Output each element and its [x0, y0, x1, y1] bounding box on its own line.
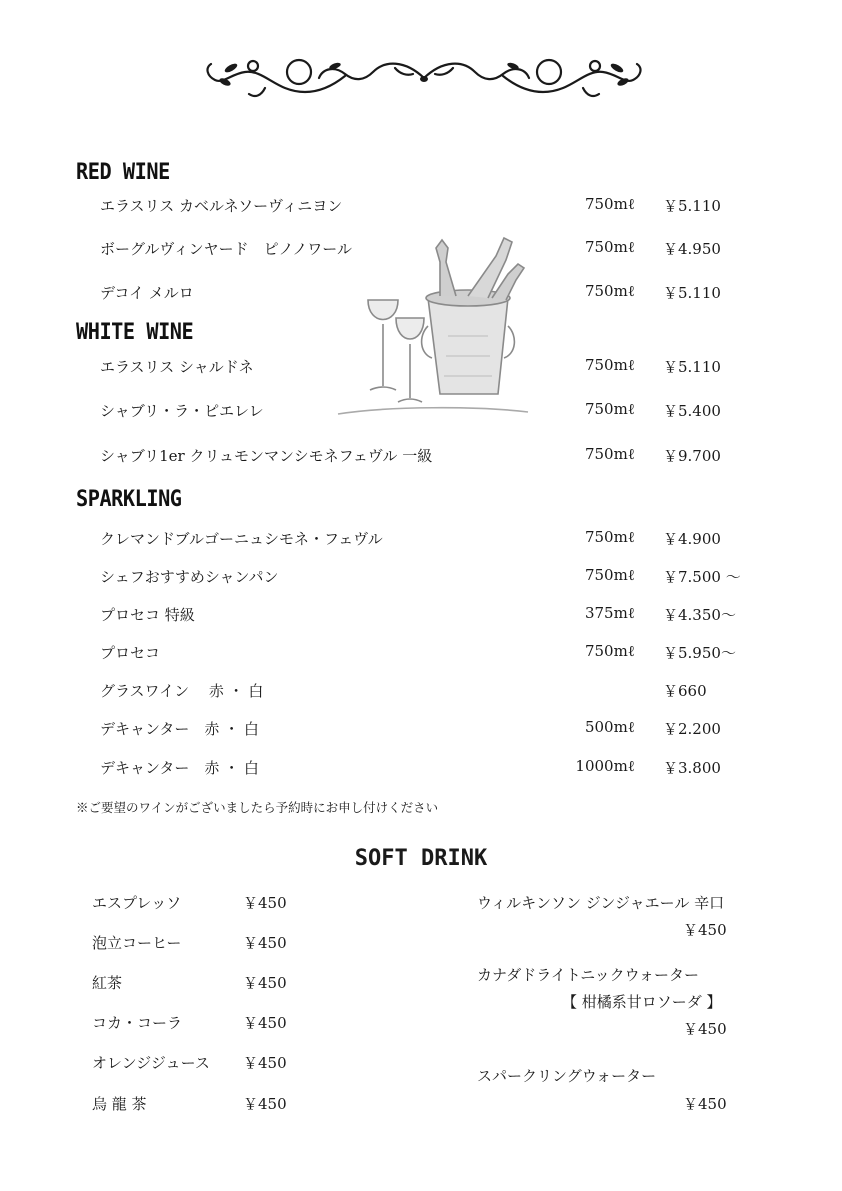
item-price: ￥450	[243, 1054, 287, 1072]
item-price: ￥7.500 ～	[663, 568, 741, 586]
item-name: デコイ メルロ	[100, 284, 194, 302]
wine-row	[100, 566, 760, 588]
sparkling-title: SPARKLING	[76, 487, 182, 512]
item-name: カナダドライトニックウォーター	[477, 966, 700, 984]
item-name: 泡立コーヒー	[92, 934, 182, 952]
item-name: オレンジジュース	[92, 1054, 210, 1072]
item-volume: 750mℓ	[584, 195, 635, 213]
item-volume: 750mℓ	[584, 356, 635, 374]
item-price: ￥4.350～	[663, 606, 736, 624]
item-subtitle: 【 柑橘系甘ロソーダ 】	[562, 993, 722, 1011]
item-name: 烏 龍 茶	[92, 1095, 147, 1113]
item-price: ￥4.900	[663, 530, 721, 548]
white-wine-title: WHITE WINE	[76, 320, 194, 345]
item-price: ￥4.950	[663, 240, 721, 258]
item-price: ￥450	[243, 1095, 287, 1113]
item-price: ￥450	[243, 1014, 287, 1032]
wine-row	[100, 642, 760, 664]
item-volume: 750mℓ	[584, 445, 635, 463]
item-price: ￥2.200	[663, 720, 721, 738]
item-name: デキャンター 赤 ・ 白	[100, 759, 259, 777]
item-name: プロセコ	[100, 644, 161, 662]
item-price: ￥5.950～	[663, 644, 736, 662]
item-volume: 750mℓ	[584, 282, 635, 300]
item-name: スパークリングウォーター	[477, 1067, 657, 1085]
item-name: シャブリ・ラ・ピエレレ	[100, 402, 264, 420]
soft-drink-title: SOFT DRINK	[354, 846, 488, 871]
red-wine-title: RED WINE	[76, 160, 170, 185]
item-price: ￥9.700	[663, 447, 721, 465]
wine-row	[100, 238, 760, 260]
item-name: コカ・コーラ	[92, 1014, 183, 1032]
item-volume: 500mℓ	[584, 718, 635, 736]
item-volume: 750mℓ	[584, 566, 635, 584]
item-price: ￥5.110	[663, 284, 721, 302]
item-name: エラスリス カベルネソーヴィニヨン	[100, 197, 343, 215]
wine-row	[100, 718, 760, 740]
item-volume: 375mℓ	[584, 604, 635, 622]
request-note: ※ご要望のワインがございましたら予約時にお申し付けください	[76, 800, 439, 815]
item-price: ￥450	[243, 894, 287, 912]
wine-row	[100, 400, 760, 422]
item-price: ￥450	[683, 1020, 727, 1038]
wine-row	[100, 282, 760, 304]
item-name: シェフおすすめシャンパン	[100, 568, 279, 586]
item-price: ￥5.110	[663, 197, 721, 215]
item-price: ￥450	[243, 974, 287, 992]
item-volume: 750mℓ	[584, 642, 635, 660]
item-price: ￥5.400	[663, 402, 721, 420]
item-name: プロセコ 特級	[100, 606, 195, 624]
item-volume: 1000mℓ	[575, 757, 635, 775]
item-name: シャブリ1er クリュモンマンシモネフェヴル 一級	[100, 447, 433, 465]
item-name: ウィルキンソン ジンジャエール 辛口	[477, 894, 725, 912]
item-price: ￥450	[683, 921, 727, 939]
item-price: ￥450	[243, 934, 287, 952]
item-name: エラスリス シャルドネ	[100, 358, 254, 376]
item-price: ￥660	[663, 682, 707, 700]
wine-row	[100, 757, 760, 779]
item-name: グラスワイン 赤 ・ 白	[100, 682, 264, 700]
wine-row	[100, 445, 760, 467]
item-volume: 750mℓ	[584, 238, 635, 256]
item-name: デキャンター 赤 ・ 白	[100, 720, 259, 738]
wine-row	[100, 195, 760, 217]
wine-row	[100, 680, 760, 702]
item-price: ￥3.800	[663, 759, 721, 777]
wine-row	[100, 604, 760, 626]
item-name: 紅茶	[92, 974, 123, 992]
item-volume: 750mℓ	[584, 528, 635, 546]
wine-row	[100, 356, 760, 378]
item-name: ボーグルヴィンヤード ピノノワール	[100, 240, 353, 258]
wine-row	[100, 528, 760, 550]
item-name: クレマンドブルゴーニュシモネ・フェヴル	[100, 530, 383, 548]
item-price: ￥450	[683, 1095, 727, 1113]
item-name: エスプレッソ	[92, 894, 182, 912]
item-price: ￥5.110	[663, 358, 721, 376]
scroll-vine-ornament-icon	[195, 48, 653, 104]
item-volume: 750mℓ	[584, 400, 635, 418]
